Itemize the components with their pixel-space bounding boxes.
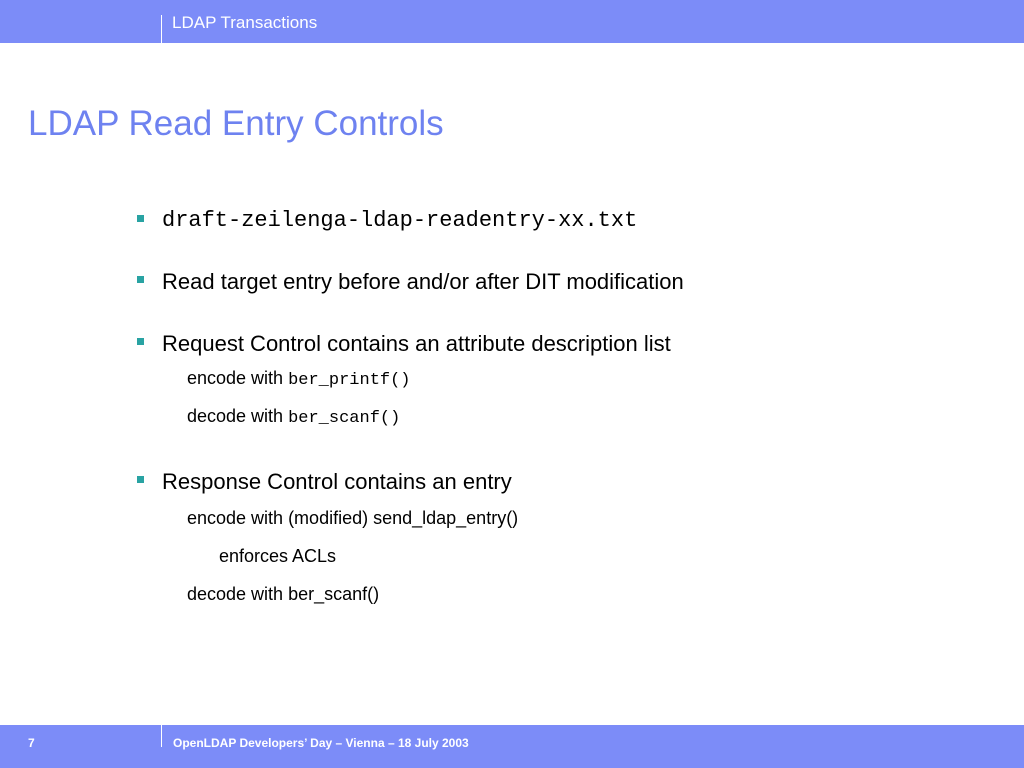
sub-item: encode with (modified) send_ldap_entry() xyxy=(187,508,519,528)
bullet-text: Response Control contains an entry xyxy=(162,469,512,494)
sub-item-prefix: decode with xyxy=(187,406,289,426)
sub-item: decode with ber_scanf() xyxy=(187,584,380,604)
header-title: LDAP Transactions xyxy=(172,13,318,32)
header-bar xyxy=(0,0,1024,43)
page-number: 7 xyxy=(28,736,35,750)
sub-item xyxy=(187,405,400,430)
slide-title: LDAP Read Entry Controls xyxy=(28,104,444,143)
sub-item-code: ber_scanf() xyxy=(288,409,401,428)
sub-sub-item: enforces ACLs xyxy=(219,546,337,566)
bullet-square-icon xyxy=(137,215,144,222)
bullet-text: draft-zeilenga-ldap-readentry-xx.txt xyxy=(162,208,638,233)
bullet-square-icon xyxy=(137,476,144,483)
sub-item-prefix: encode with xyxy=(187,368,289,388)
bullet-square-icon xyxy=(137,276,144,283)
sub-item xyxy=(187,367,411,392)
footer-bar xyxy=(0,725,1024,768)
header-divider xyxy=(161,15,162,43)
bullet-text: Read target entry before and/or after DIT modification xyxy=(162,269,684,294)
bullet-square-icon xyxy=(137,338,144,345)
sub-item-code: ber_printf() xyxy=(288,371,411,390)
bullet-text: Request Control contains an attribute description list xyxy=(162,331,671,356)
footer-text: OpenLDAP Developers’ Day – Vienna – 18 July 2003 xyxy=(173,736,469,750)
footer-divider xyxy=(161,725,162,747)
